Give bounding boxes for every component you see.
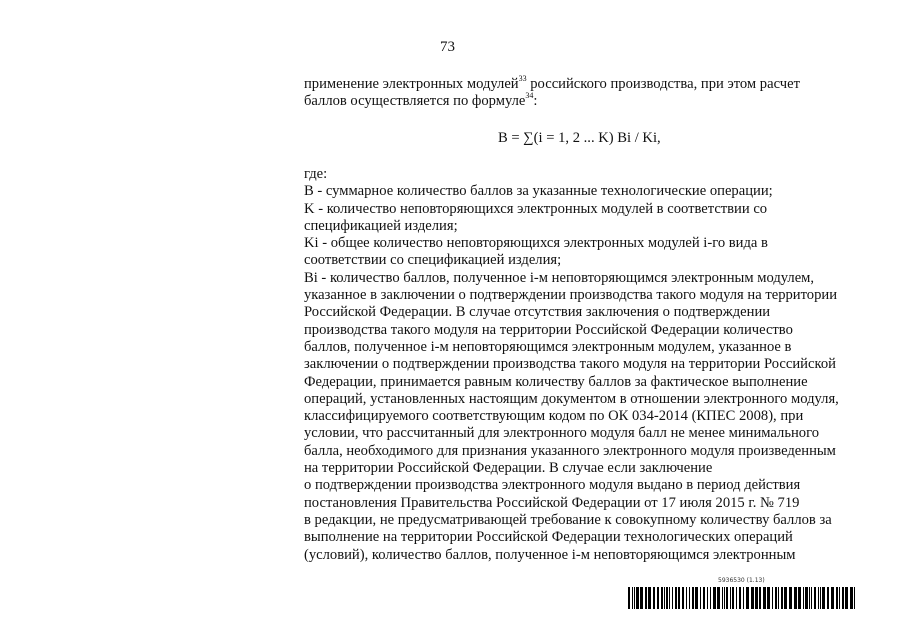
text-line: классифицируемого соответствующим кодом по ОК 034-2014 (КПЕС 2008), при xyxy=(304,408,804,425)
barcode-bar xyxy=(850,587,853,609)
barcode-bar xyxy=(845,587,848,609)
text-line: постановления Правительства Российской Федерации от 17 июля 2015 г. № 719 xyxy=(304,494,800,511)
barcode-bar xyxy=(743,587,744,609)
barcode-bar xyxy=(653,587,655,609)
text-line: в редакции, не предусматривающей требование к совокупному количеству баллов за xyxy=(304,511,832,528)
barcode-bar xyxy=(628,587,630,609)
text-line: операций, установленных настоящим документом в отношении электронного модуля, xyxy=(304,390,839,407)
barcode-bar xyxy=(794,587,797,609)
barcode-bar xyxy=(751,587,754,609)
barcode-bar xyxy=(763,587,766,609)
text-line: где: xyxy=(304,166,328,182)
text-line: Ki - общее количество неповторяющихся электронных модулей i-го вида в xyxy=(304,235,768,252)
intro-line-1 xyxy=(304,76,876,93)
intro-text-2a: баллов осуществляется по формуле xyxy=(304,93,526,110)
barcode-bar xyxy=(831,587,834,609)
barcode-bar xyxy=(789,587,792,609)
barcode-bar xyxy=(632,587,633,609)
barcode-bar xyxy=(822,587,825,609)
barcode-bar xyxy=(759,587,761,609)
barcode-bar xyxy=(636,587,639,609)
barcode-bar xyxy=(739,587,741,609)
barcode-bar xyxy=(798,587,801,609)
barcode-bar xyxy=(710,587,711,609)
barcode-bar xyxy=(689,587,690,609)
barcode-bar xyxy=(805,587,808,609)
barcode-bar xyxy=(755,587,758,609)
barcode-bar xyxy=(772,587,773,609)
text-line: производства такого модуля на территории Российской Федерации количество xyxy=(304,321,793,338)
barcode-bar xyxy=(839,587,840,609)
barcode-bar xyxy=(682,587,684,609)
barcode-bar xyxy=(767,587,770,609)
barcode-bar xyxy=(732,587,734,609)
barcode-bar xyxy=(645,587,647,609)
text-line: на территории Российской Федерации. В случае если заключение xyxy=(304,460,713,477)
intro-text-1b: российского производства, при этом расчет xyxy=(526,76,800,92)
barcode-bar xyxy=(664,587,665,609)
barcode-bar xyxy=(818,587,819,609)
barcode-bar xyxy=(678,587,680,609)
barcode-bar xyxy=(842,587,844,609)
intro-text-2b: : xyxy=(533,93,538,110)
barcode-bar xyxy=(648,587,651,609)
barcode-bar xyxy=(854,587,855,609)
barcode-bar xyxy=(784,587,787,609)
barcode-bar xyxy=(724,587,725,609)
text-line: балла, необходимого для признания указанного электронного модуля произведенным xyxy=(304,442,836,459)
text-line: B - суммарное количество баллов за указанные технологические операции; xyxy=(304,183,773,200)
text-line: соответствии со спецификацией изделия; xyxy=(304,252,562,269)
barcode-bar xyxy=(827,587,829,609)
barcode-bar xyxy=(811,587,812,609)
intro-text-1a: применение электронных модулей xyxy=(304,76,519,92)
barcode-bar xyxy=(814,587,816,609)
text-line: условии, что рассчитанный для электронного модуля балл не менее минимального xyxy=(304,425,820,442)
barcode-bar xyxy=(666,587,668,609)
barcode-bar xyxy=(657,587,659,609)
barcode-bar xyxy=(736,587,737,609)
barcode-bar xyxy=(672,587,673,609)
barcode-bar xyxy=(695,587,698,609)
barcode-bar xyxy=(726,587,728,609)
text-line: Федерации, принимается равным количеству баллов за фактическое выполнение xyxy=(304,373,808,390)
text-line: K - количество неповторяющихся электронных модулей в соответствии со xyxy=(304,200,768,217)
intro-line-2 xyxy=(304,93,876,110)
barcode-bar xyxy=(675,587,677,609)
barcode-bar xyxy=(809,587,810,609)
definitions-block xyxy=(304,166,876,564)
text-line: указанное в заключении о подтверждении производства такого модуля на территории xyxy=(304,287,838,304)
text-line: (условий), количество баллов, полученное i-м неповторяющимся электронным xyxy=(304,546,796,563)
barcode-bar xyxy=(730,587,731,609)
barcode-bar xyxy=(775,587,777,609)
barcode-caption: 5936530 (1.13) xyxy=(718,577,765,584)
barcode-bar xyxy=(717,587,720,609)
barcode-bar xyxy=(836,587,838,609)
barcode-bar xyxy=(713,587,716,609)
footnote-ref-33: 33 xyxy=(518,74,527,83)
text-line: заключении о подтверждении производства такого модуля на территории Российской xyxy=(304,356,836,373)
intro-paragraph xyxy=(304,76,876,111)
barcode-bar xyxy=(700,587,701,609)
score-formula: B = ∑(i = 1, 2 ... K) Bi / Ki, xyxy=(498,130,661,146)
barcode-bar xyxy=(781,587,783,609)
text-line: спецификацией изделия; xyxy=(304,217,458,234)
barcode-bar xyxy=(746,587,749,609)
barcode-bar xyxy=(669,587,670,609)
barcode-bar xyxy=(722,587,723,609)
barcode-bar xyxy=(661,587,663,609)
barcode-bar xyxy=(640,587,643,609)
footnote-ref-34: 34 xyxy=(525,91,534,101)
text-line: баллов, полученное i-м неповторяющимся электронным модулем, указанное в xyxy=(304,338,792,355)
text-line: Российской Федерации. В случае отсутствия заключения о подтверждении xyxy=(304,304,771,321)
barcode-bar xyxy=(692,587,694,609)
page-number: 73 xyxy=(440,39,455,55)
text-line: выполнение на территории Российской Федерации технологических операций xyxy=(304,529,793,546)
text-line: Bi - количество баллов, полученное i-м неповторяющимся электронным модулем, xyxy=(304,269,815,286)
barcode-image xyxy=(628,587,856,609)
text-line: о подтверждении производства электронного модуля выдано в период действия xyxy=(304,477,801,494)
barcode-bar xyxy=(778,587,779,609)
barcode-bar xyxy=(803,587,804,609)
barcode-bar xyxy=(707,587,708,609)
barcode-bar xyxy=(703,587,705,609)
barcode-bar xyxy=(686,587,687,609)
barcode-bar xyxy=(820,587,821,609)
barcode-bar xyxy=(634,587,635,609)
